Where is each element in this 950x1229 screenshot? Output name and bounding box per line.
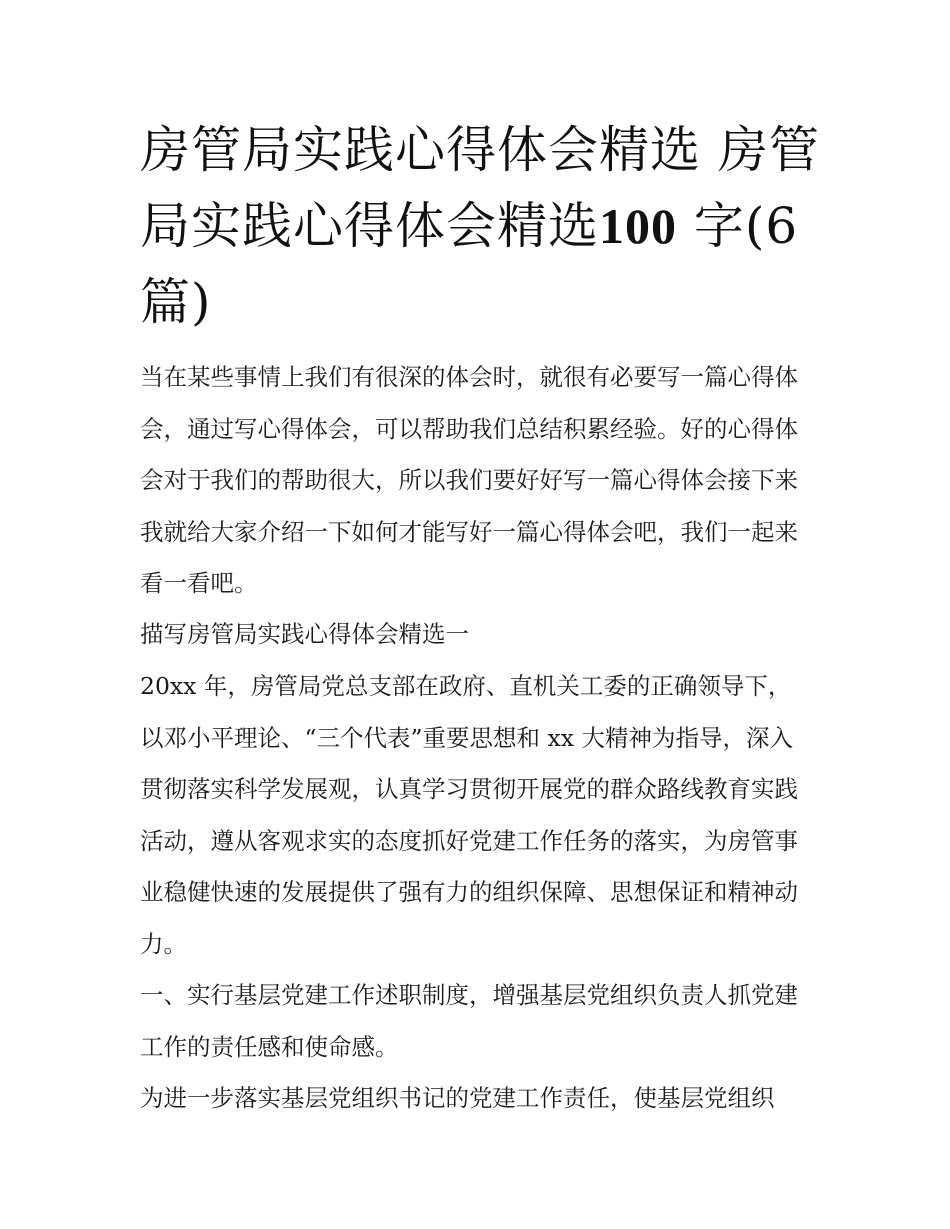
document-title bbox=[140, 112, 820, 340]
section-heading-1: 描写房管局实践心得体会精选一 bbox=[140, 620, 469, 648]
subsection-heading-1: 一、实行基层党建工作述职制度，增强基层党组织负责人抓党建工作的责任感和使命感。 bbox=[140, 981, 798, 1061]
title-text-part1: 房管局实践心得体会精选 房管局实践心得体会精选 bbox=[140, 121, 820, 255]
intro-paragraph: 当在某些事情上我们有很深的体会时，就很有必要写一篇心得体会，通过写心得体会，可以帮助我们总结积累经验。好的心得体会对于我们的帮助很大，所以我们要好好写一篇心得体会接下来我就给大家介绍一下如何才能写好一篇心得体会吧，我们一起来看一看吧。 bbox=[140, 363, 798, 597]
body-paragraph-1: 20xx 年，房管局党总支部在政府、直机关工委的正确领导下，以邓小平理论、“三个代表”重要思想和 xx 大精神为指导，深入贯彻落实科学发展观，认真学习贯彻开展党的群众路线教育实践活动，遵从客观求实的态度抓好党建工作任务的落实，为房管事业稳健快速的发展提供了强有力的组织保障、思想保证和精神动力。 bbox=[140, 672, 798, 958]
title-number: 100 bbox=[599, 198, 677, 254]
body-paragraph-2: 为进一步落实基层党组织书记的党建工作责任，使基层党组织 bbox=[140, 1084, 775, 1112]
title-text-part2: 字(6 篇) bbox=[140, 197, 799, 331]
